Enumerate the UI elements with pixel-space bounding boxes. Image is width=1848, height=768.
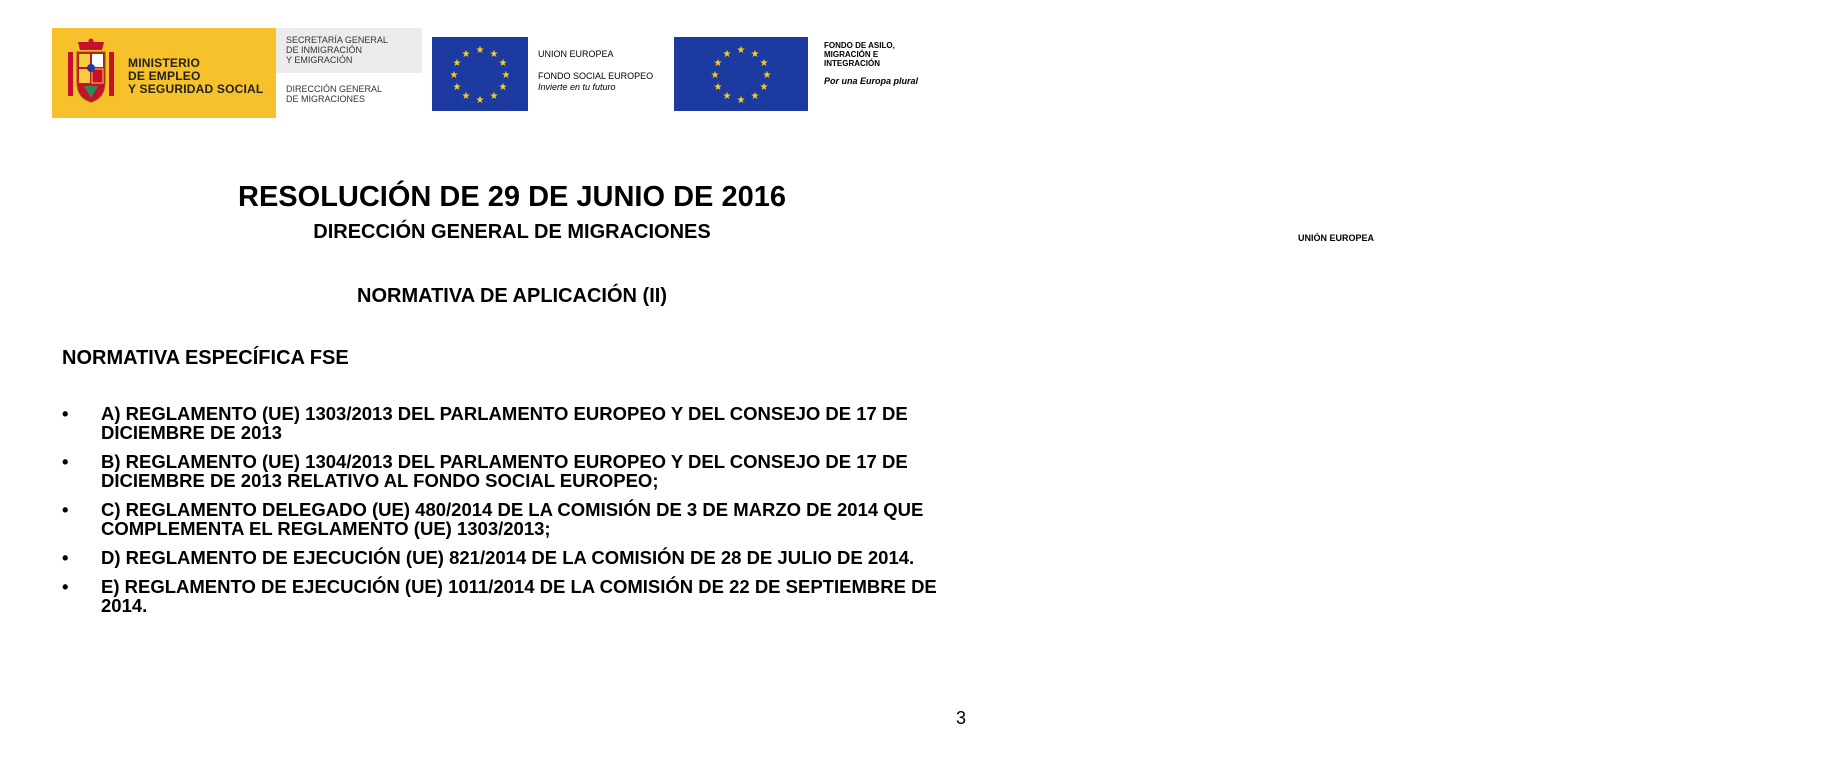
fse-tagline: Invierte en tu futuro xyxy=(538,82,616,92)
svg-text:★: ★ xyxy=(710,70,720,81)
ministerio-text xyxy=(128,57,263,96)
ministerio-line-1: MINISTERIO xyxy=(128,56,201,70)
fami-line-3: MIGRACIÓN E xyxy=(824,50,879,59)
svg-text:★: ★ xyxy=(489,49,499,60)
fami-tagline: Por una Europa plural xyxy=(824,76,919,86)
fse-line-1: UNION EUROPEA xyxy=(538,49,614,59)
list-item-text: C) REGLAMENTO DELEGADO (UE) 480/2014 DE LA COMISIÓN DE 3 DE MARZO DE 2014 QUE COMPLEMENTA EL REGLAMENTO (UE) 1303/2013; xyxy=(101,499,924,539)
secretaria-line-2: DE INMIGRACIÓN xyxy=(286,45,363,55)
bullet-icon: • xyxy=(62,403,69,424)
svg-text:★: ★ xyxy=(722,91,732,102)
list-item xyxy=(62,500,972,538)
secretaria-bottom-text xyxy=(286,84,382,104)
list-item-text: A) REGLAMENTO (UE) 1303/2013 DEL PARLAMENTO EUROPEO Y DEL CONSEJO DE 17 DE DICIEMBRE DE 2013 xyxy=(101,403,908,443)
fami-line-4: INTEGRACIÓN xyxy=(824,59,880,68)
star-group xyxy=(450,45,511,106)
bullet-icon: • xyxy=(62,547,69,568)
svg-text:★: ★ xyxy=(461,91,471,102)
direccion-line-2: DE MIGRACIONES xyxy=(286,94,366,104)
svg-text:★: ★ xyxy=(461,49,471,60)
secretaria-top-text xyxy=(286,35,388,65)
svg-text:★: ★ xyxy=(713,82,723,93)
list-item xyxy=(62,404,972,442)
svg-text:★: ★ xyxy=(750,49,760,60)
svg-text:★: ★ xyxy=(452,82,462,93)
svg-text:★: ★ xyxy=(475,95,485,106)
section-heading: NORMATIVA ESPECÍFICA FSE xyxy=(62,347,349,369)
list-item-text: B) REGLAMENTO (UE) 1304/2013 DEL PARLAMENTO EUROPEO Y DEL CONSEJO DE 17 DE DICIEMBRE DE 2013 RELATIVO AL FONDO SOCIAL EUROPEO; xyxy=(101,451,908,491)
svg-text:★: ★ xyxy=(750,91,760,102)
list-item xyxy=(62,452,972,490)
slide-title: RESOLUCIÓN DE 29 DE JUNIO DE 2016 xyxy=(238,181,786,213)
bullet-icon: • xyxy=(62,576,69,597)
svg-text:★: ★ xyxy=(498,58,508,69)
secretaria-line-3: Y EMIGRACIÓN xyxy=(286,55,353,65)
ministerio-logo xyxy=(52,28,276,118)
secretaria-logo xyxy=(276,28,422,118)
svg-text:★: ★ xyxy=(713,58,723,69)
slide-subtitle: DIRECCIÓN GENERAL DE MIGRACIONES xyxy=(313,221,711,243)
regulation-list xyxy=(62,404,972,625)
list-item xyxy=(62,577,972,615)
eu-stars-ring xyxy=(674,37,808,111)
ministerio-line-2: DE EMPLEO xyxy=(128,69,201,83)
star-group xyxy=(711,45,772,106)
eu-stars-ring xyxy=(432,37,528,111)
direccion-line-1: DIRECCIÓN GENERAL xyxy=(286,84,383,94)
svg-text:★: ★ xyxy=(762,70,772,81)
list-item-text: D) REGLAMENTO DE EJECUCIÓN (UE) 821/2014 DE LA COMISIÓN DE 28 DE JULIO DE 2014. xyxy=(101,547,915,568)
svg-text:★: ★ xyxy=(475,45,485,56)
svg-text:★: ★ xyxy=(736,45,746,56)
eu-flag-icon xyxy=(432,37,528,111)
page-number: 3 xyxy=(955,708,966,728)
fami-line-2: FONDO DE ASILO, xyxy=(824,41,895,50)
eu-flag-icon xyxy=(674,37,808,111)
secretaria-line-1: SECRETARÍA GENERAL xyxy=(286,35,388,45)
svg-text:★: ★ xyxy=(489,91,499,102)
svg-text:★: ★ xyxy=(452,58,462,69)
fami-logo-text xyxy=(824,41,1374,243)
svg-text:★: ★ xyxy=(449,70,459,81)
svg-text:★: ★ xyxy=(736,95,746,106)
list-item-text: E) REGLAMENTO DE EJECUCIÓN (UE) 1011/2014 DE LA COMISIÓN DE 22 DE SEPTIEMBRE DE 2014. xyxy=(101,576,937,616)
fse-line-2: FONDO SOCIAL EUROPEO xyxy=(538,71,654,81)
fse-logo-text xyxy=(538,49,653,93)
svg-text:★: ★ xyxy=(722,49,732,60)
bullet-icon: • xyxy=(62,451,69,472)
bullet-icon: • xyxy=(62,499,69,520)
coat-of-arms-icon xyxy=(66,38,116,106)
svg-text:★: ★ xyxy=(759,82,769,93)
svg-text:★: ★ xyxy=(759,58,769,69)
svg-text:★: ★ xyxy=(501,70,511,81)
ministerio-line-3: Y SEGURIDAD SOCIAL xyxy=(128,82,264,96)
fami-line-1: UNIÓN EUROPEA xyxy=(1297,233,1374,243)
section-title: NORMATIVA DE APLICACIÓN (II) xyxy=(357,285,667,307)
list-item xyxy=(62,548,972,567)
svg-text:★: ★ xyxy=(498,82,508,93)
